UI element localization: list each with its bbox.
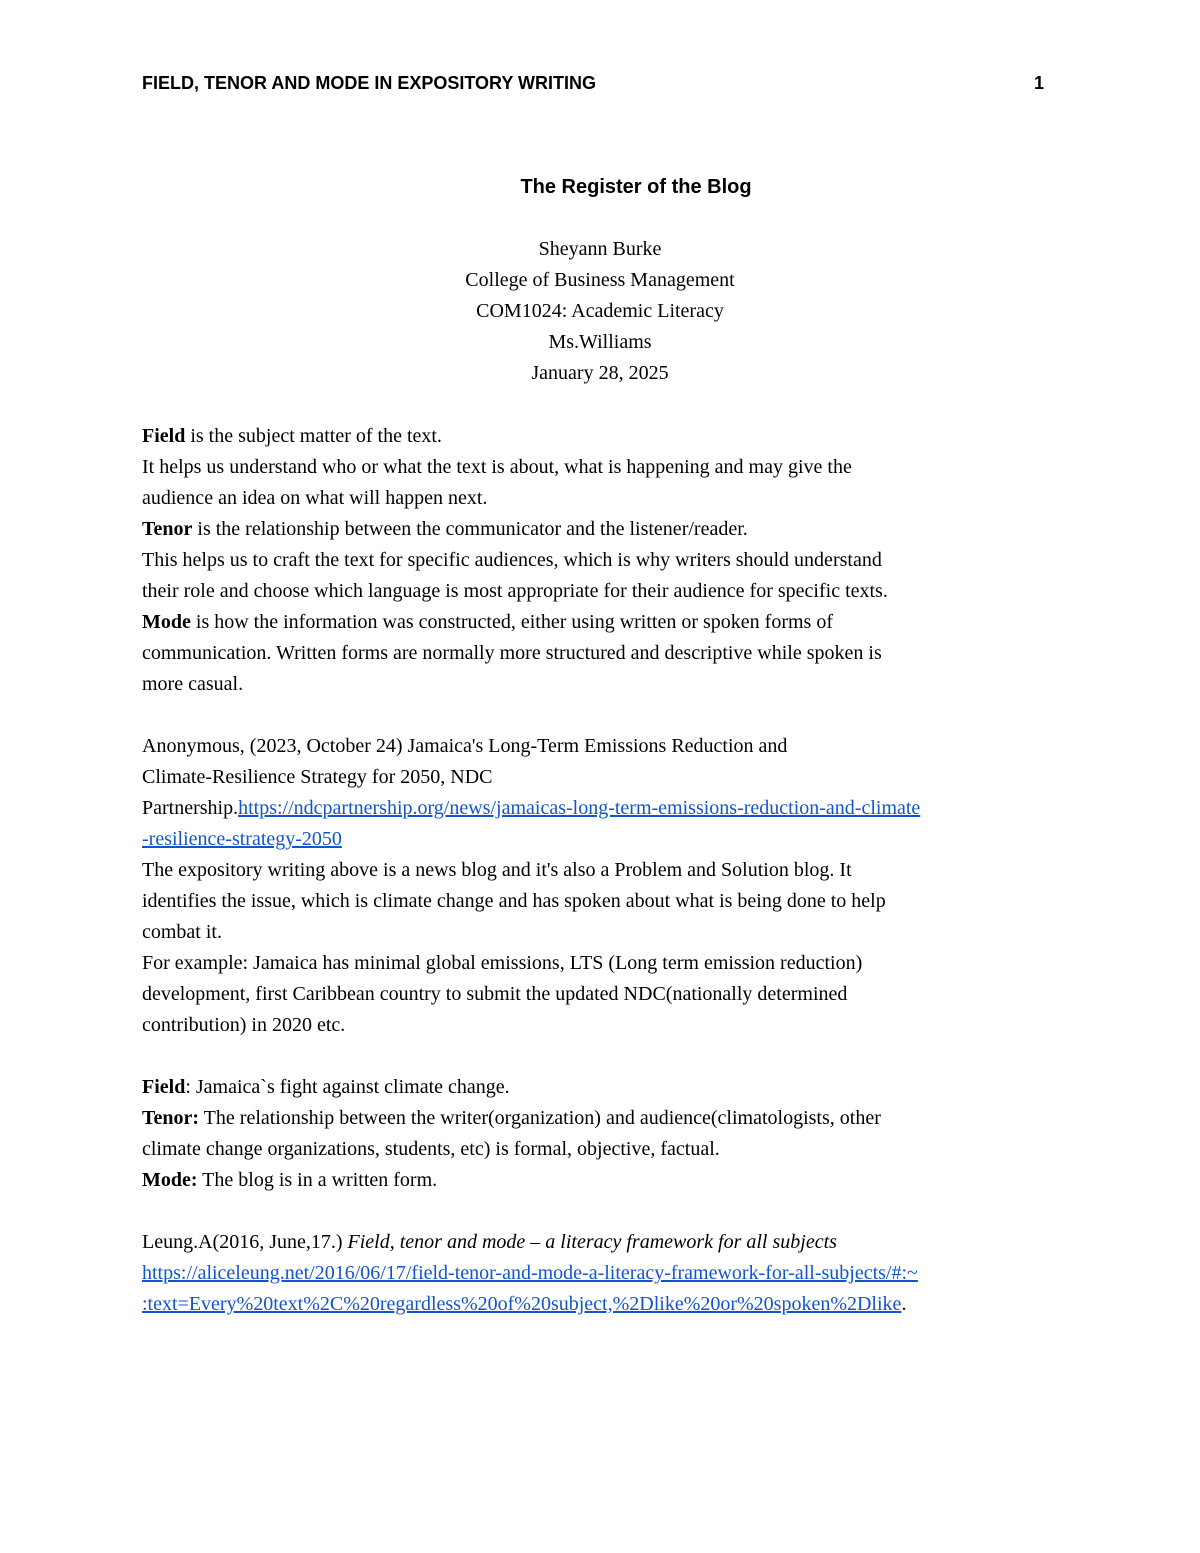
document-title: The Register of the Blog [520, 176, 752, 198]
college-name: College of Business Management [465, 269, 735, 291]
register-tenor-continued: climate change organizations, students, etc) is formal, objective, factual. [142, 1138, 720, 1160]
running-title: FIELD, TENOR AND MODE IN EXPOSITORY WRITING [142, 73, 597, 93]
register-mode: Mode: The blog is in a written form. [142, 1169, 438, 1191]
mode-definition-line: communication. Written forms are normally more structured and descriptive while spoken is [142, 642, 882, 664]
spacer [142, 1041, 1062, 1072]
tenor-explanation-line: their role and choose which language is most appropriate for their audience for specific texts. [142, 580, 888, 602]
analysis-line: contribution) in 2020 etc. [142, 1014, 346, 1036]
reference-1-line: Anonymous, (2023, October 24) Jamaica's Long-Term Emissions Reduction and [142, 735, 788, 757]
tenor-explanation-line: This helps us to craft the text for specific audiences, which is why writers should understand [142, 549, 882, 571]
reference-2-citation: Leung.A(2016, June,17.) Field, tenor and mode – a literacy framework for all subjects [142, 1231, 837, 1253]
author-name: Sheyann Burke [538, 238, 662, 260]
analysis-line: The expository writing above is a news blog and it's also a Problem and Solution blog. It [142, 859, 852, 881]
mode-term: Mode [142, 611, 191, 633]
instructor-name: Ms.Williams [548, 331, 652, 353]
page-number: 1 [1033, 73, 1044, 93]
spacer [142, 700, 1062, 731]
analysis-line: development, first Caribbean country to submit the updated NDC(nationally determined [142, 983, 848, 1005]
register-field: Field: Jamaica`s fight against climate change. [142, 1076, 510, 1098]
analysis-line: For example: Jamaica has minimal global emissions, LTS (Long term emission reduction) [142, 952, 863, 974]
document-body [142, 421, 1062, 1320]
field-explanation-line: It helps us understand who or what the text is about, what is happening and may give the [142, 456, 852, 478]
tenor-term: Tenor [142, 518, 193, 540]
reference-2-link[interactable]: https://aliceleung.net/2016/06/17/field-tenor-and-mode-a-literacy-framework-for-all-subjects/#:~ [142, 1262, 918, 1284]
register-tenor: Tenor: The relationship between the writer(organization) and audience(climatologists, other [142, 1107, 881, 1129]
analysis-line: combat it. [142, 921, 222, 943]
reference-2-link-line[interactable] [142, 1258, 1062, 1289]
field-term: Field [142, 425, 186, 447]
spacer [142, 1196, 1062, 1227]
reference-1-link[interactable]: https://ndcpartnership.org/news/jamaicas-long-term-emissions-reduction-and-climate [238, 797, 921, 819]
reference-1-line: Climate-Resilience Strategy for 2050, NDC [142, 766, 493, 788]
mode-definition-line: more casual. [142, 673, 244, 695]
course-name: COM1024: Academic Literacy [476, 300, 724, 322]
tenor-definition: Tenor is the relationship between the communicator and the listener/reader. [142, 518, 748, 540]
reference-1-publisher: Partnership.https://ndcpartnership.org/news/jamaicas-long-term-emissions-reduction-and-climate [142, 797, 921, 819]
reference-1-link[interactable]: -resilience-strategy-2050 [142, 828, 342, 850]
register-tenor-label: Tenor: [142, 1107, 200, 1129]
submission-date: January 28, 2025 [531, 362, 669, 384]
running-header [142, 70, 1044, 100]
reference-2-link[interactable]: :text=Every%20text%2C%20regardless%20of%20subject,%2Dlike%20or%20spoken%2Dlike [142, 1293, 902, 1315]
field-explanation-line: audience an idea on what will happen next. [142, 487, 488, 509]
field-definition: Field is the subject matter of the text. [142, 425, 442, 447]
analysis-line: identifies the issue, which is climate change and has spoken about what is being done to help [142, 890, 886, 912]
register-mode-label: Mode: [142, 1169, 198, 1191]
register-field-label: Field [142, 1076, 186, 1098]
mode-definition: Mode is how the information was constructed, either using written or spoken forms of [142, 611, 833, 633]
reference-1-link-continued[interactable] [142, 824, 1062, 855]
title-block [142, 234, 1058, 389]
reference-2-link-line[interactable]: :text=Every%20text%2C%20regardless%20of%20subject,%2Dlike%20or%20spoken%2Dlike. [142, 1293, 907, 1315]
reference-2-title: Field, tenor and mode – a literacy framework for all subjects [347, 1231, 837, 1253]
